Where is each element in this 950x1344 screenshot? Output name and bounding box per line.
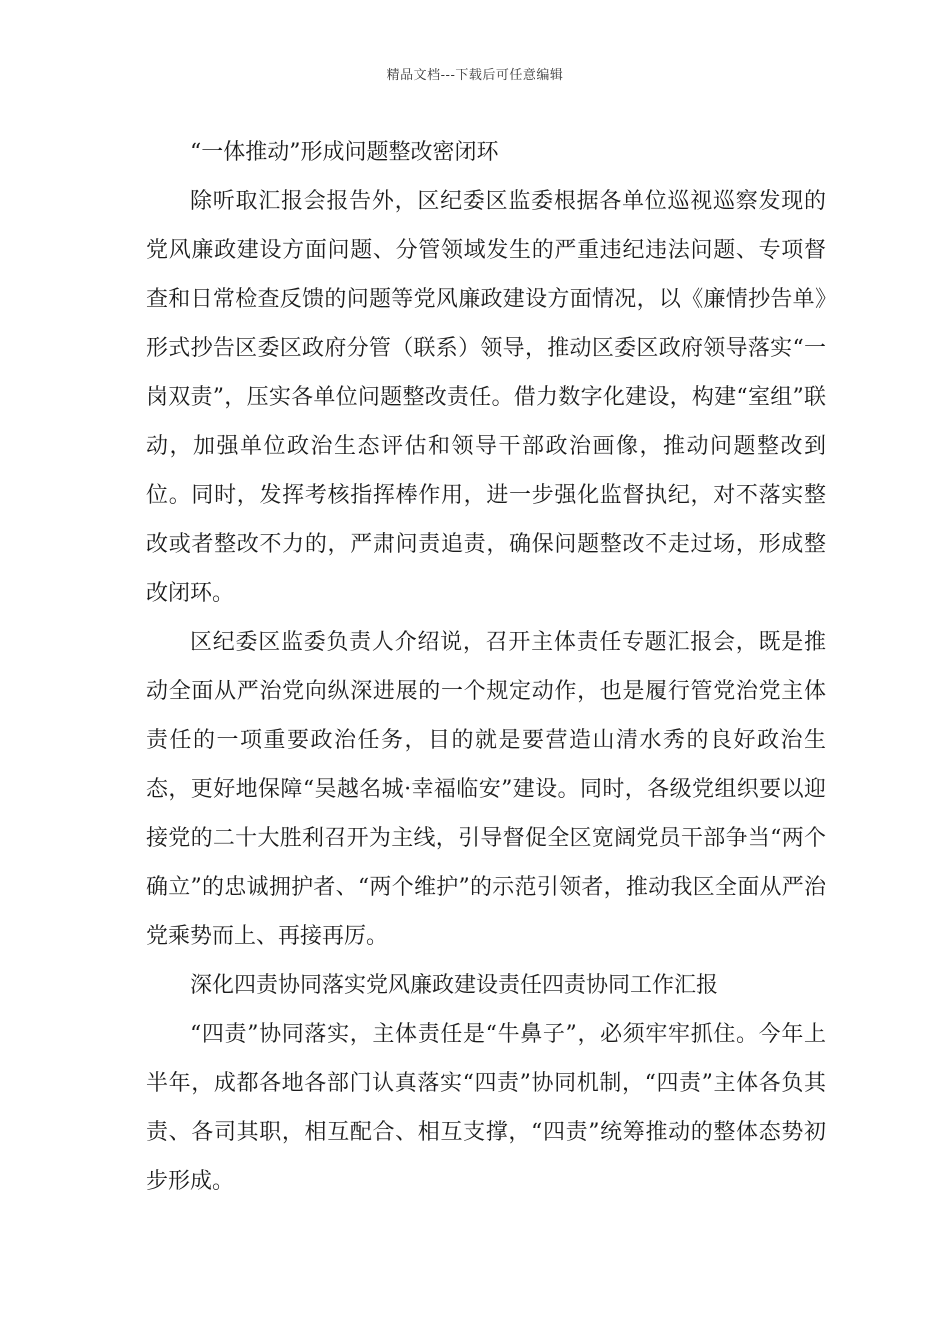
body-paragraph-2: 区纪委区监委负责人介绍说，召开主体责任专题汇报会，既是推动全面从严治党向纵深进展的一个规定动作，也是履行管党治党主体责任的一项重要政治任务，目的就是要营造山清水秀的良好政治生态，更好地保障“吴越名城·幸福临安”建设。同时，各级党组织要以迎接党的二十大胜利召开为主线，引导督促全区宽阔党员干部争当“两个确立”的忠诚拥护者、“两个维护”的示范引领者，推动我区全面从严治党乘势而上、再接再厉。 [146, 630, 826, 949]
body-paragraph-1: 除听取汇报会报告外，区纪委区监委根据各单位巡视巡察发现的党风廉政建设方面问题、分管领域发生的严重违纪违法问题、专项督查和日常检查反馈的问题等党风廉政建设方面情况，以《廉情抄告单》形式抄告区委区政府分管（联系）领导，推动区委区政府领导落实“一岗双责”，压实各单位问题整改责任。借力数字化建设，构建“室组”联动，加强单位政治生态评估和领导干部政治画像，推动问题整改到位。同时，发挥考核指挥棒作用，进一步强化监督执纪，对不落实整改或者整改不力的，严肃问责追责，确保问题整改不走过场，形成整改闭环。 [146, 189, 826, 606]
page-header: 精品文档---下载后可任意编辑 [386, 68, 564, 83]
body-paragraph-3: “四责”协同落实，主体责任是“牛鼻子”，必须牢牢抓住。今年上半年，成都各地各部门认真落实“四责”协同机制，“四责”主体各负其责、各司其职，相互配合、相互支撑，“四责”统筹推动的整体态势初步形成。 [146, 1022, 826, 1194]
document-body [146, 128, 826, 1206]
section-title-2: 深化四责协同落实党风廉政建设责任四责协同工作汇报 [190, 973, 719, 998]
section-title-1: “一体推动”形成问题整改密闭环 [190, 140, 499, 165]
